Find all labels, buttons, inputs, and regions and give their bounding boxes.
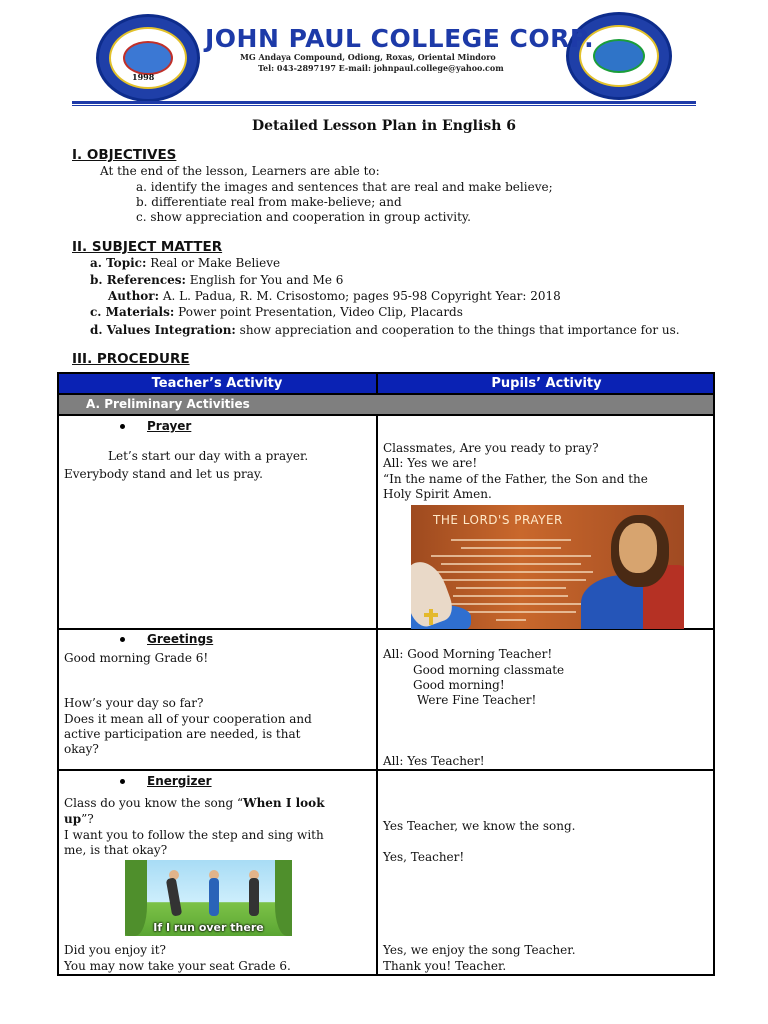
teacher-text: active participation are needed, is that [64,727,301,741]
pupil-text: All: Good Morning Teacher! [383,647,553,661]
objective-item: b. differentiate real from make-believe; and [136,195,402,209]
bullet-icon [120,424,125,429]
preliminary-activities-label: A. Preliminary Activities [86,397,250,411]
song-video-thumbnail [125,860,292,936]
pupil-text: Good morning! [413,678,505,692]
references-line [90,273,343,288]
video-caption: If I run over there [153,921,264,934]
song-title: up [64,812,82,826]
pupil-text: Holy Spirit Amen. [383,487,492,501]
references-value: English for You and Me 6 [185,273,344,287]
pupils-column-header: Pupils’ Activity [491,376,602,391]
values-label: d. Values Integration: [90,323,236,337]
college-address: MG Andaya Compound, Odiong, Roxas, Oriental Mindoro [240,52,496,62]
values-line [90,323,680,338]
teacher-text: Class do you know the song “When I look [64,796,325,810]
header-divider-thin [72,105,696,106]
author-label: Author: [108,289,160,303]
pupil-text: Were Fine Teacher! [417,693,537,707]
teacher-text: Everybody stand and let us pray. [64,467,263,481]
teacher-text: Good morning Grade 6! [64,651,209,665]
teacher-text: up”? [64,812,94,826]
objectives-intro: At the end of the lesson, Learners are able to: [100,164,380,178]
topic-value: Real or Make Believe [146,256,281,270]
page-title: Detailed Lesson Plan in English 6 [252,118,516,134]
pupil-text: “In the name of the Father, the Son and the [383,472,648,486]
topic-label: a. Topic: [90,256,147,270]
column-divider [376,414,378,976]
college-name: JOHN PAUL COLLEGE CORP. [205,24,595,53]
column-divider [376,372,378,395]
seal-year: 1998 [132,72,155,82]
college-contact: Tel: 043-2897197 E-mail: johnpaul.college@yahoo.com [258,63,504,73]
author-value: A. L. Padua, R. M. Crisostomo; pages 95-98 Copyright Year: 2018 [159,289,561,303]
row-divider [57,414,715,416]
objectives-heading: I. OBJECTIVES [72,147,177,163]
references-label: b. References: [90,273,186,287]
objective-item: c. show appreciation and cooperation in group activity. [136,210,471,224]
author-line [108,289,561,304]
teacher-text: okay? [64,742,99,756]
values-value: show appreciation and cooperation to the things that importance for us. [235,323,680,337]
bullet-icon [120,637,125,642]
header-divider [72,101,696,104]
row-divider [57,393,715,395]
teacher-text: Let’s start our day with a prayer. [108,449,309,463]
teacher-text: Does it mean all of your cooperation and [64,712,312,726]
greetings-label: Greetings [120,632,213,646]
teacher-text: How’s your day so far? [64,696,204,710]
bullet-icon [120,779,125,784]
materials-label: c. Materials: [90,305,175,319]
procedure-heading: III. PROCEDURE [72,351,190,367]
pupil-text: Good morning classmate [413,663,565,677]
teacher-text: Did you enjoy it? [64,943,166,957]
prayer-image-title: THE LORD'S PRAYER [433,513,563,527]
college-seal-icon [96,14,200,102]
lords-prayer-image [411,505,684,629]
teacher-text: me, is that okay? [64,843,168,857]
pupil-text: Yes Teacher, we know the song. [383,819,576,833]
pupil-text: Yes, Teacher! [383,850,465,864]
teacher-column-header: Teacher’s Activity [151,376,283,391]
energizer-label: Energizer [120,774,212,788]
song-title: When I look [243,796,325,810]
materials-line [90,305,463,320]
teacher-text: You may now take your seat Grade 6. [64,959,291,973]
materials-value: Power point Presentation, Video Clip, Placards [174,305,463,319]
subject-matter-heading: II. SUBJECT MATTER [72,239,223,255]
teacher-text: I want you to follow the step and sing with [64,828,324,842]
pupil-text: Classmates, Are you ready to pray? [383,441,599,455]
objective-item: a. identify the images and sentences that are real and make believe; [136,180,553,194]
pupil-text: All: Yes Teacher! [383,754,485,768]
topic-line [90,256,280,271]
pupil-text: Yes, we enjoy the song Teacher. [383,943,576,957]
pupil-text: All: Yes we are! [383,456,478,470]
pupil-text: Thank you! Teacher. [383,959,507,973]
row-divider [57,769,715,771]
prayer-label: Prayer [120,419,191,433]
